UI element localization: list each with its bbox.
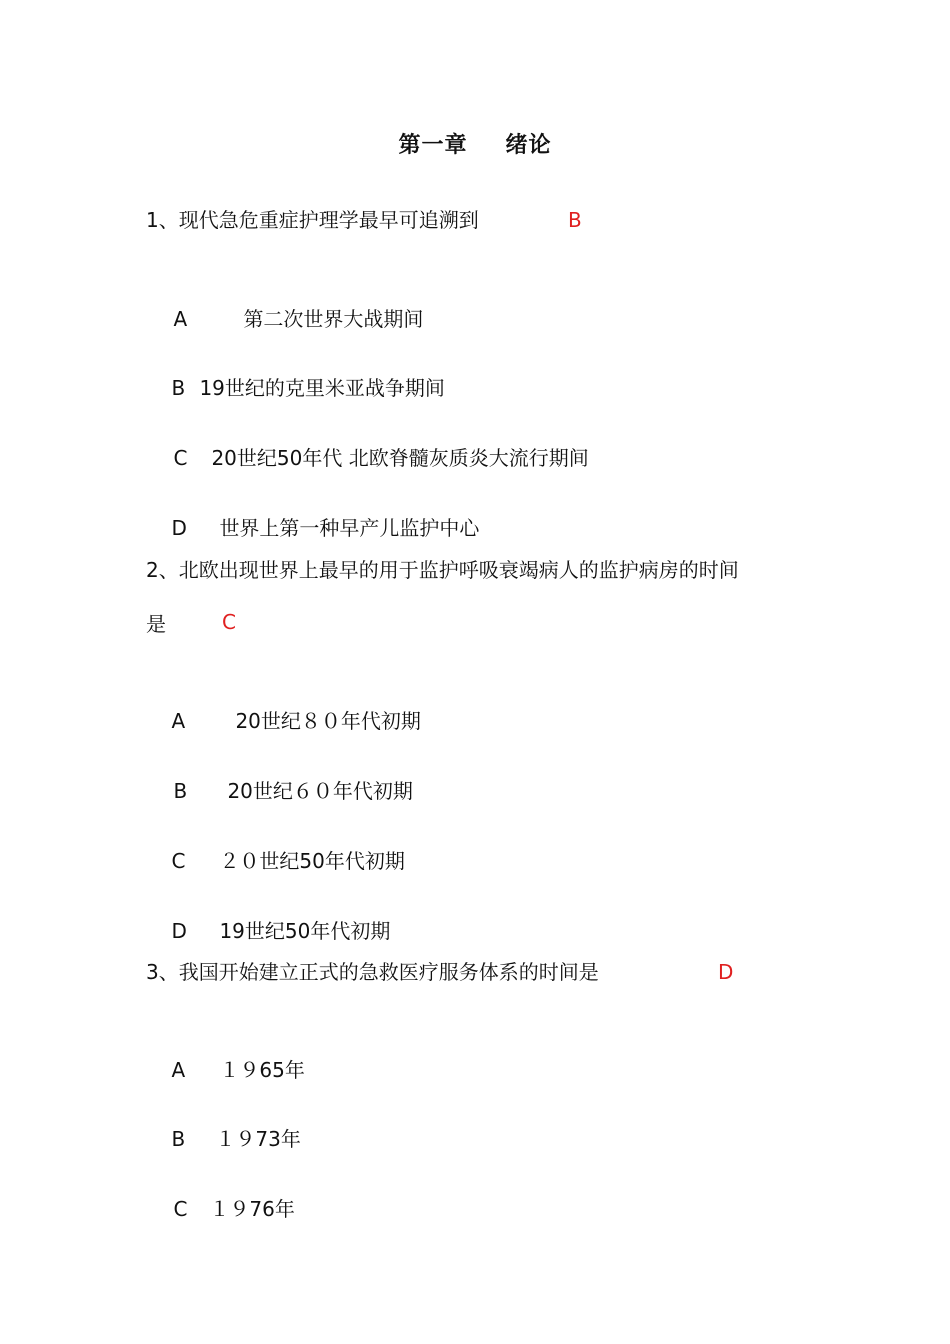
question-3-answer: D <box>718 960 734 984</box>
option-letter: D <box>171 919 187 943</box>
question-2-stem: 2、北欧出现世界上最早的用于监护呼吸衰竭病人的监护病房的时间 <box>146 558 739 582</box>
option-letter: A <box>171 709 186 733</box>
option-letter: B <box>173 779 188 803</box>
option-letter: A <box>173 307 188 331</box>
question-1-answer: B <box>568 208 582 232</box>
question-2-stem-continued: 是 <box>146 612 166 636</box>
option-letter: C <box>171 849 186 873</box>
option-letter: D <box>171 516 187 540</box>
option-letter: C <box>173 446 188 470</box>
option-text: 20世纪８０年代初期 <box>235 709 421 733</box>
chapter-name: 绪论 <box>505 133 552 158</box>
option-text: 第二次世界大战期间 <box>243 307 424 331</box>
chapter-title <box>0 128 950 159</box>
option-letter: B <box>171 376 186 400</box>
chapter-number: 第一章 <box>398 133 468 158</box>
option-letter: A <box>171 1058 186 1082</box>
option-text: 19世纪的克里米亚战争期间 <box>199 376 445 400</box>
option-text: 20世纪６０年代初期 <box>227 779 413 803</box>
option-text: ２０世纪50年代初期 <box>219 849 405 873</box>
option-text: 20世纪50年代 北欧脊髓灰质炎大流行期间 <box>211 446 589 470</box>
option-text: １９76年 <box>209 1197 295 1221</box>
option-text: 19世纪50年代初期 <box>219 919 391 943</box>
question-1-stem: 1、现代急危重症护理学最早可追溯到 <box>146 208 479 232</box>
option-text: １９65年 <box>219 1058 305 1082</box>
option-text: １９73年 <box>215 1127 301 1151</box>
option-letter: B <box>171 1127 186 1151</box>
option-letter: C <box>173 1197 188 1221</box>
question-2-answer: C <box>222 610 236 634</box>
question-3-stem: 3、我国开始建立正式的急救医疗服务体系的时间是 <box>146 960 599 984</box>
option-text: 世界上第一种早产儿监护中心 <box>219 516 480 540</box>
question-3-option-c <box>146 1167 295 1251</box>
